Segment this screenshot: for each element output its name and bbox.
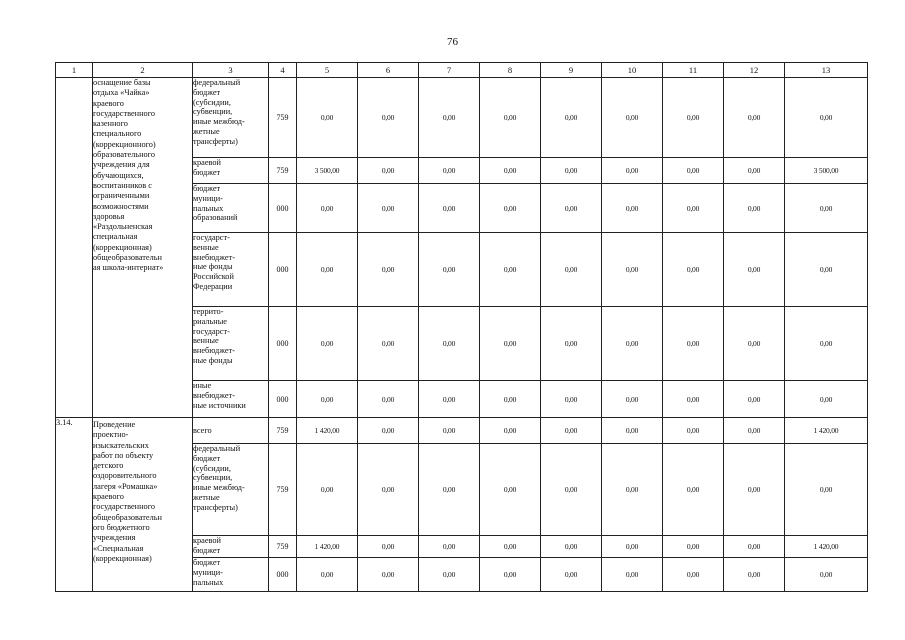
value-cell: 0,00: [358, 307, 419, 381]
value-cell: 0,00: [541, 558, 602, 592]
budget-code: 000: [269, 307, 297, 381]
funding-source: [193, 233, 269, 307]
value-cell: 0,00: [602, 558, 663, 592]
value-cell: 0,00: [785, 381, 868, 418]
funding-source: [193, 536, 269, 558]
value-cell: 0,00: [602, 381, 663, 418]
item-name: [93, 78, 193, 418]
value-cell: 0,00: [541, 381, 602, 418]
value-cell: 0,00: [297, 78, 358, 158]
header-cell: 3: [193, 63, 269, 78]
item-index: [56, 78, 93, 418]
value-cell: 0,00: [663, 158, 724, 184]
budget-code: 000: [269, 184, 297, 233]
value-cell: 0,00: [419, 418, 480, 444]
value-cell: 0,00: [541, 444, 602, 536]
header-cell: 6: [358, 63, 419, 78]
value-cell: 0,00: [419, 381, 480, 418]
value-cell: 0,00: [480, 381, 541, 418]
value-cell: 0,00: [541, 536, 602, 558]
value-cell: 0,00: [724, 78, 785, 158]
budget-code: 000: [269, 558, 297, 592]
funding-source-text: всего: [193, 425, 212, 435]
value-cell: 0,00: [724, 536, 785, 558]
value-cell: 1 420,00: [785, 536, 868, 558]
budget-table: [55, 62, 868, 592]
page-number: 76: [447, 36, 458, 48]
value-cell: 0,00: [663, 418, 724, 444]
budget-code: 759: [269, 536, 297, 558]
value-cell: 0,00: [663, 233, 724, 307]
header-cell: 9: [541, 63, 602, 78]
value-cell: 0,00: [663, 444, 724, 536]
header-cell: 7: [419, 63, 480, 78]
value-cell: 0,00: [602, 158, 663, 184]
value-cell: 0,00: [358, 444, 419, 536]
value-cell: 3 500,00: [785, 158, 868, 184]
value-cell: 0,00: [480, 307, 541, 381]
value-cell: 0,00: [724, 381, 785, 418]
value-cell: 0,00: [358, 78, 419, 158]
value-cell: 0,00: [724, 444, 785, 536]
value-cell: 0,00: [602, 307, 663, 381]
value-cell: 0,00: [480, 536, 541, 558]
value-cell: 0,00: [297, 444, 358, 536]
value-cell: 0,00: [297, 558, 358, 592]
value-cell: 0,00: [541, 418, 602, 444]
value-cell: 0,00: [358, 536, 419, 558]
value-cell: 0,00: [541, 158, 602, 184]
value-cell: 0,00: [602, 233, 663, 307]
value-cell: 0,00: [785, 558, 868, 592]
value-cell: 0,00: [419, 184, 480, 233]
budget-code: 759: [269, 418, 297, 444]
value-cell: 0,00: [602, 78, 663, 158]
value-cell: 0,00: [480, 158, 541, 184]
value-cell: 0,00: [358, 158, 419, 184]
item-name-text: оснащение базы отдыха «Чайка» краевого государственного казенного специального (коррекционного) образовательного учреждения для обучающихся, воспитанников с ограниченными возможностями здоровья «Раздольненская специальная (коррекционная) общеобразовательн ая школа-интернат»: [93, 78, 164, 273]
funding-source: [193, 307, 269, 381]
item-name-text: Проведение проектно- изыскательских работ по объекту детского оздоровительного лагеря «Ромашка» краевого государственного общеобразовательн ого бюджетного учреждения «Специальная (коррекционная): [93, 420, 162, 563]
value-cell: 0,00: [297, 184, 358, 233]
item-index: 3.14.: [56, 418, 93, 592]
funding-source: [193, 558, 269, 592]
value-cell: 0,00: [785, 307, 868, 381]
header-cell: 8: [480, 63, 541, 78]
value-cell: 0,00: [480, 444, 541, 536]
value-cell: 0,00: [297, 307, 358, 381]
table-row: [56, 78, 868, 158]
value-cell: 0,00: [480, 184, 541, 233]
funding-source-text: федеральный бюджет (субсидии, субвенции, иные межбюд- жетные трансферты): [193, 78, 245, 146]
funding-source: [193, 158, 269, 184]
value-cell: 0,00: [541, 233, 602, 307]
table-body: [56, 78, 868, 592]
value-cell: 0,00: [541, 184, 602, 233]
value-cell: 0,00: [602, 536, 663, 558]
funding-source-text: бюджет муници- пальных: [193, 558, 224, 587]
table-row: [56, 418, 868, 444]
value-cell: 0,00: [358, 381, 419, 418]
value-cell: 0,00: [663, 184, 724, 233]
funding-source-text: террито- риальные государст- венные внебюджет- ные фонды: [193, 307, 235, 365]
funding-source-text: краевой бюджет: [193, 158, 221, 177]
value-cell: 0,00: [419, 158, 480, 184]
value-cell: 1 420,00: [297, 536, 358, 558]
value-cell: 0,00: [297, 381, 358, 418]
value-cell: 0,00: [663, 536, 724, 558]
funding-source: [193, 418, 269, 444]
value-cell: 0,00: [663, 558, 724, 592]
value-cell: 0,00: [541, 307, 602, 381]
value-cell: 0,00: [419, 536, 480, 558]
value-cell: 0,00: [541, 78, 602, 158]
value-cell: 0,00: [785, 444, 868, 536]
funding-source-text: бюджет муници- пальных образований: [193, 184, 238, 223]
header-cell: 13: [785, 63, 868, 78]
funding-source-text: иные внебюджет- ные источники: [193, 381, 246, 410]
funding-source-text: федеральный бюджет (субсидии, субвенции, иные межбюд- жетные трансферты): [193, 444, 245, 512]
value-cell: 3 500,00: [297, 158, 358, 184]
header-cell: 4: [269, 63, 297, 78]
value-cell: 0,00: [358, 233, 419, 307]
value-cell: 0,00: [419, 307, 480, 381]
value-cell: 1 420,00: [785, 418, 868, 444]
budget-code: 759: [269, 158, 297, 184]
header-cell: 10: [602, 63, 663, 78]
budget-code: 759: [269, 78, 297, 158]
value-cell: 0,00: [419, 233, 480, 307]
value-cell: 0,00: [358, 184, 419, 233]
value-cell: 0,00: [480, 558, 541, 592]
value-cell: 0,00: [724, 307, 785, 381]
budget-code: 759: [269, 444, 297, 536]
header-cell: 5: [297, 63, 358, 78]
value-cell: 1 420,00: [297, 418, 358, 444]
value-cell: 0,00: [724, 418, 785, 444]
value-cell: 0,00: [663, 78, 724, 158]
value-cell: 0,00: [663, 307, 724, 381]
value-cell: 0,00: [602, 184, 663, 233]
header-cell: 11: [663, 63, 724, 78]
value-cell: 0,00: [419, 78, 480, 158]
value-cell: 0,00: [724, 158, 785, 184]
value-cell: 0,00: [663, 381, 724, 418]
value-cell: 0,00: [602, 444, 663, 536]
value-cell: 0,00: [724, 184, 785, 233]
value-cell: 0,00: [602, 418, 663, 444]
value-cell: 0,00: [480, 233, 541, 307]
funding-source-text: краевой бюджет: [193, 536, 221, 555]
value-cell: 0,00: [724, 233, 785, 307]
funding-source-text: государст- венные внебюджет- ные фонды Российской Федерации: [193, 233, 235, 291]
item-name: [93, 418, 193, 592]
value-cell: 0,00: [785, 78, 868, 158]
header-row: [56, 63, 868, 78]
value-cell: 0,00: [480, 418, 541, 444]
value-cell: 0,00: [419, 558, 480, 592]
value-cell: 0,00: [724, 558, 785, 592]
value-cell: 0,00: [297, 233, 358, 307]
header-cell: 1: [56, 63, 93, 78]
budget-code: 000: [269, 381, 297, 418]
header-cell: 2: [93, 63, 193, 78]
value-cell: 0,00: [785, 233, 868, 307]
value-cell: 0,00: [785, 184, 868, 233]
value-cell: 0,00: [480, 78, 541, 158]
value-cell: 0,00: [419, 444, 480, 536]
funding-source: [193, 381, 269, 418]
budget-code: 000: [269, 233, 297, 307]
funding-source: [193, 78, 269, 158]
header-cell: 12: [724, 63, 785, 78]
value-cell: 0,00: [358, 558, 419, 592]
value-cell: 0,00: [358, 418, 419, 444]
funding-source: [193, 184, 269, 233]
funding-source: [193, 444, 269, 536]
